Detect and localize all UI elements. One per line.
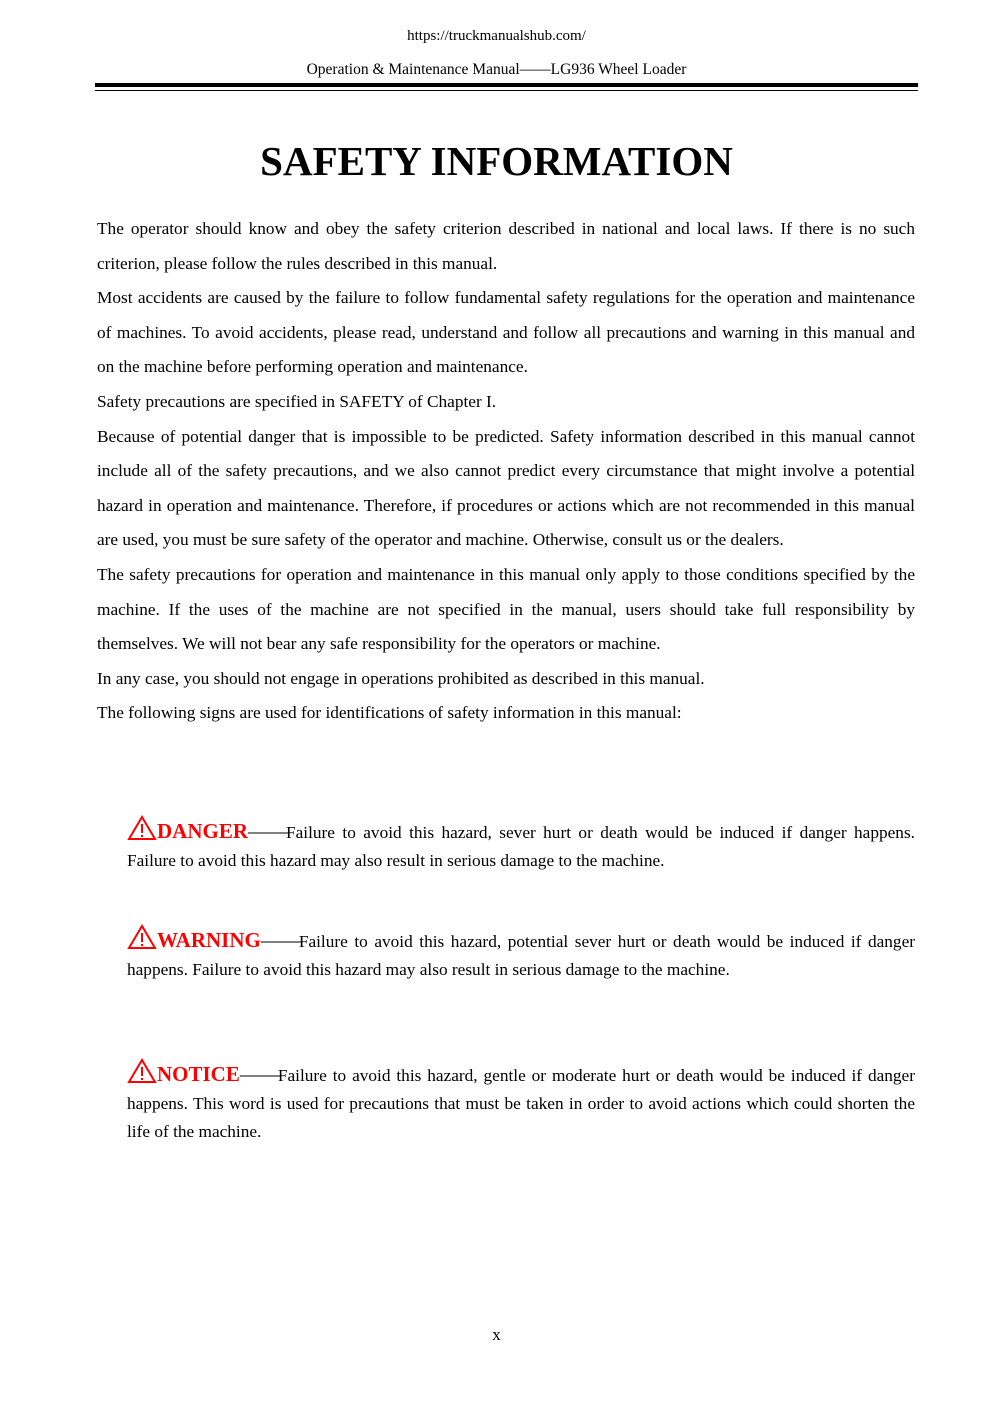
danger-text: Failure to avoid this hazard, sever hurt or death would be induced if danger happens. Failure to avoid this hazard may also result in serious damage to the machine. (127, 823, 915, 870)
paragraph: The safety precautions for operation and maintenance in this manual only apply to those conditions specified by the machine. If the uses of the machine are not specified in the manual, users should take full responsibility by themselves. We will not bear any safe responsibility for the operators or machine. (97, 564, 915, 654)
danger-note (127, 815, 915, 875)
page-title: SAFETY INFORMATION (260, 138, 733, 184)
header-rule-thick (95, 83, 918, 87)
warning-note (127, 924, 915, 984)
em-dash: —— (260, 928, 299, 952)
page-number: x (492, 1325, 501, 1344)
body-text (97, 212, 915, 731)
em-dash: —— (239, 1062, 278, 1086)
warning-triangle-icon (127, 1058, 157, 1084)
warning-label: WARNING (157, 928, 261, 952)
notice-note (127, 1058, 915, 1146)
warning-text: Failure to avoid this hazard, potential sever hurt or death would be induced if danger happens. Failure to avoid this hazard may also result in serious damage to the machine. (127, 932, 915, 979)
paragraph: The operator should know and obey the safety criterion described in national and local laws. If there is no such criterion, please follow the rules described in this manual. (97, 219, 915, 273)
paragraph: Most accidents are caused by the failure to follow fundamental safety regulations for the operation and maintenance of machines. To avoid accidents, please read, understand and follow all precautions and warning in this manual and on the machine before performing operation and maintenance. (97, 288, 915, 377)
notice-label: NOTICE (157, 1062, 240, 1086)
paragraph: Safety precautions are specified in SAFETY of Chapter I. (97, 391, 497, 411)
paragraph: Because of potential danger that is impossible to be predicted. Safety information described in this manual cannot include all of the safety precautions, and we also cannot predict every circumstance that might involve a potential hazard in operation and maintenance. Therefore, if procedures or actions which are not recommended in this manual are used, you must be sure safety of the operator and machine. Otherwise, consult us or the dealers. (97, 426, 915, 550)
warning-triangle-icon (127, 924, 157, 950)
warning-triangle-icon (127, 815, 157, 841)
notice-text: Failure to avoid this hazard, gentle or moderate hurt or death would be induced if danger happens. This word is used for precautions that must be taken in order to avoid actions which could shorten the life of the machine. (127, 1066, 915, 1141)
danger-label: DANGER (157, 819, 249, 843)
source-url[interactable]: https://truckmanualshub.com/ (407, 28, 586, 44)
paragraph: In any case, you should not engage in operations prohibited as described in this manual. (97, 668, 705, 688)
paragraph: The following signs are used for identifications of safety information in this manual: (97, 703, 682, 723)
running-header: Operation & Maintenance Manual——LG936 Wheel Loader (306, 61, 687, 78)
em-dash: —— (248, 819, 287, 843)
header-rule-thin (95, 90, 918, 91)
